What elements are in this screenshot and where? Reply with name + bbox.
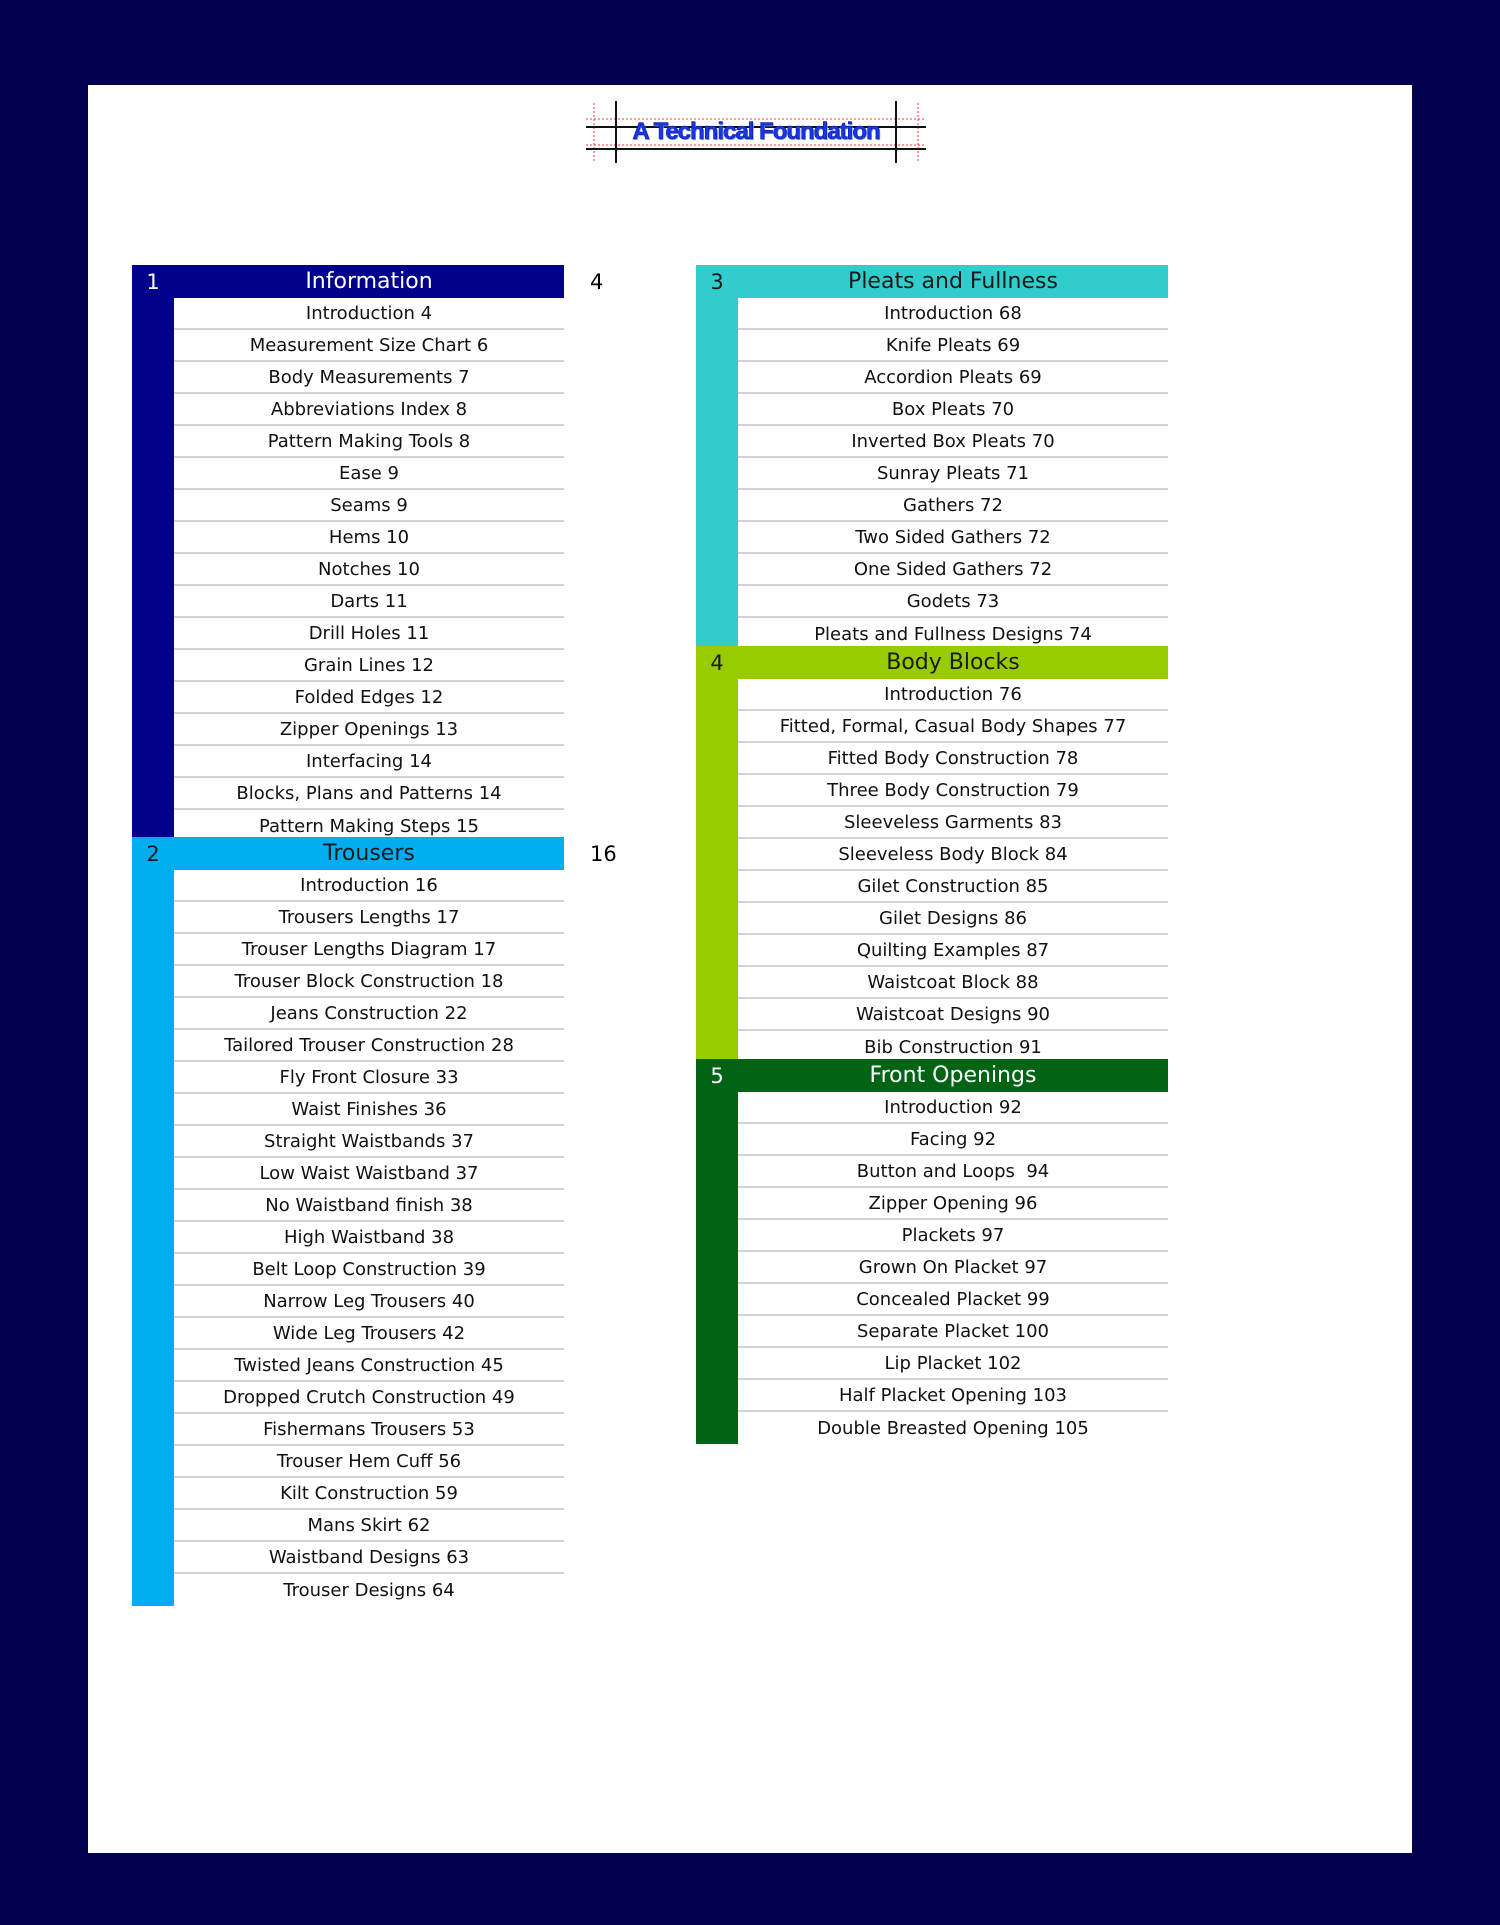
section-title: Body Blocks: [738, 646, 1168, 679]
toc-item: Darts 11: [174, 586, 564, 618]
toc-item: Waistband Designs 63: [174, 1542, 564, 1574]
section-number: 4: [696, 646, 738, 679]
toc-item: Grain Lines 12: [174, 650, 564, 682]
toc-item: Body Measurements 7: [174, 362, 564, 394]
toc-item: Twisted Jeans Construction 45: [174, 1350, 564, 1382]
contents-page: [88, 85, 1412, 1853]
toc-item: Ease 9: [174, 458, 564, 490]
section-body: [696, 1092, 1168, 1444]
toc-item: Abbreviations Index 8: [174, 394, 564, 426]
section-bar: [696, 298, 738, 650]
section-title: Front Openings: [738, 1059, 1168, 1092]
toc-item: Blocks, Plans and Patterns 14: [174, 778, 564, 810]
toc-item: Sunray Pleats 71: [738, 458, 1168, 490]
toc-item: Facing 92: [738, 1124, 1168, 1156]
toc-item: Sleeveless Garments 83: [738, 807, 1168, 839]
section-number: 5: [696, 1059, 738, 1092]
toc-item: Introduction 92: [738, 1092, 1168, 1124]
section-information: [132, 265, 604, 842]
toc-item: No Waistband finish 38: [174, 1190, 564, 1222]
toc-item: Fly Front Closure 33: [174, 1062, 564, 1094]
toc-item: Half Placket Opening 103: [738, 1380, 1168, 1412]
toc-item: One Sided Gathers 72: [738, 554, 1168, 586]
toc-item: Gathers 72: [738, 490, 1168, 522]
section-header: [132, 265, 604, 298]
toc-item: Pattern Making Steps 15: [258, 815, 479, 837]
section-bar: [132, 298, 174, 842]
section-body: [132, 298, 564, 842]
toc-item: Gilet Construction 85: [738, 871, 1168, 903]
toc-item: Drill Holes 11: [174, 618, 564, 650]
toc-item: Grown On Placket 97: [738, 1252, 1168, 1284]
toc-item: Trouser Block Construction 18: [174, 966, 564, 998]
toc-item: Lip Placket 102: [738, 1348, 1168, 1380]
toc-item: Three Body Construction 79: [738, 775, 1168, 807]
section-page-number: 16: [590, 841, 617, 866]
toc-item: Introduction 76: [738, 679, 1168, 711]
toc-item: Godets 73: [738, 586, 1168, 618]
section-number: 1: [132, 265, 174, 298]
toc-item: Trouser Hem Cuff 56: [174, 1446, 564, 1478]
toc-item: Seams 9: [174, 490, 564, 522]
toc-item: Separate Placket 100: [738, 1316, 1168, 1348]
toc-item: Pleats and Fullness Designs 74: [814, 623, 1092, 645]
section-title: Information: [174, 265, 564, 298]
item-list: [738, 1092, 1168, 1444]
section-bar: [696, 679, 738, 1063]
toc-item: Belt Loop Construction 39: [174, 1254, 564, 1286]
toc-item: Notches 10: [174, 554, 564, 586]
section-page-number: 4: [590, 269, 604, 294]
toc-item: Zipper Opening 96: [738, 1188, 1168, 1220]
toc-item: Box Pleats 70: [738, 394, 1168, 426]
section-bar: [132, 870, 174, 1606]
toc-item: Introduction 4: [174, 298, 564, 330]
toc-item: Dropped Crutch Construction 49: [174, 1382, 564, 1414]
toc-item: Fitted Body Construction 78: [738, 743, 1168, 775]
toc-item: Bib Construction 91: [864, 1036, 1042, 1058]
section-title: Trousers: [174, 837, 564, 870]
section-number: 2: [132, 837, 174, 870]
toc-item: Two Sided Gathers 72: [738, 522, 1168, 554]
section-header: [696, 265, 1168, 298]
toc-item: Introduction 16: [174, 870, 564, 902]
section-body: [132, 870, 564, 1606]
toc-item: Button and Loops 94: [738, 1156, 1168, 1188]
toc-item: Plackets 97: [738, 1220, 1168, 1252]
toc-item: Pattern Making Tools 8: [174, 426, 564, 458]
toc-item: Waistcoat Designs 90: [738, 999, 1168, 1031]
section-trousers: [132, 837, 617, 1606]
toc-item: Trouser Lengths Diagram 17: [174, 934, 564, 966]
toc-item: Inverted Box Pleats 70: [738, 426, 1168, 458]
toc-item: Waist Finishes 36: [174, 1094, 564, 1126]
toc-item: Introduction 68: [738, 298, 1168, 330]
toc-item: Trousers Lengths 17: [174, 902, 564, 934]
toc-item: Narrow Leg Trousers 40: [174, 1286, 564, 1318]
toc-item: Knife Pleats 69: [738, 330, 1168, 362]
section-body: [696, 679, 1168, 1063]
section-title: Pleats and Fullness: [738, 265, 1168, 298]
toc-item: Interfacing 14: [174, 746, 564, 778]
toc-item: Double Breasted Opening 105: [817, 1417, 1089, 1439]
toc-item: Low Waist Waistband 37: [174, 1158, 564, 1190]
item-list: [738, 679, 1168, 1063]
item-list: [174, 870, 564, 1606]
toc-item: Concealed Placket 99: [738, 1284, 1168, 1316]
toc-item: Hems 10: [174, 522, 564, 554]
toc-item: Fitted, Formal, Casual Body Shapes 77: [738, 711, 1168, 743]
section-number: 3: [696, 265, 738, 298]
section-header: [132, 837, 617, 870]
toc-item: Sleeveless Body Block 84: [738, 839, 1168, 871]
item-list: [738, 298, 1168, 650]
section-bar: [696, 1092, 738, 1444]
toc-item: Fishermans Trousers 53: [174, 1414, 564, 1446]
section-front-openings: [696, 1059, 1168, 1444]
toc-item: Tailored Trouser Construction 28: [174, 1030, 564, 1062]
item-list: [174, 298, 564, 842]
logo-text: A Technical Foundation: [632, 118, 880, 145]
toc-item: Gilet Designs 86: [738, 903, 1168, 935]
toc-item: Accordion Pleats 69: [738, 362, 1168, 394]
toc-item: Kilt Construction 59: [174, 1478, 564, 1510]
section-header: [696, 1059, 1168, 1092]
toc-item: Trouser Designs 64: [283, 1579, 455, 1601]
toc-item: Mans Skirt 62: [174, 1510, 564, 1542]
logo: [586, 99, 926, 165]
section-pleats-and-fullness: [696, 265, 1168, 650]
toc-item: Jeans Construction 22: [174, 998, 564, 1030]
toc-item: Straight Waistbands 37: [174, 1126, 564, 1158]
toc-item: Quilting Examples 87: [738, 935, 1168, 967]
toc-item: Waistcoat Block 88: [738, 967, 1168, 999]
toc-item: Wide Leg Trousers 42: [174, 1318, 564, 1350]
section-body: [696, 298, 1168, 650]
section-body-blocks: [696, 646, 1168, 1063]
toc-item: High Waistband 38: [174, 1222, 564, 1254]
toc-item: Measurement Size Chart 6: [174, 330, 564, 362]
toc-item: Folded Edges 12: [174, 682, 564, 714]
toc-item: Zipper Openings 13: [174, 714, 564, 746]
section-header: [696, 646, 1168, 679]
